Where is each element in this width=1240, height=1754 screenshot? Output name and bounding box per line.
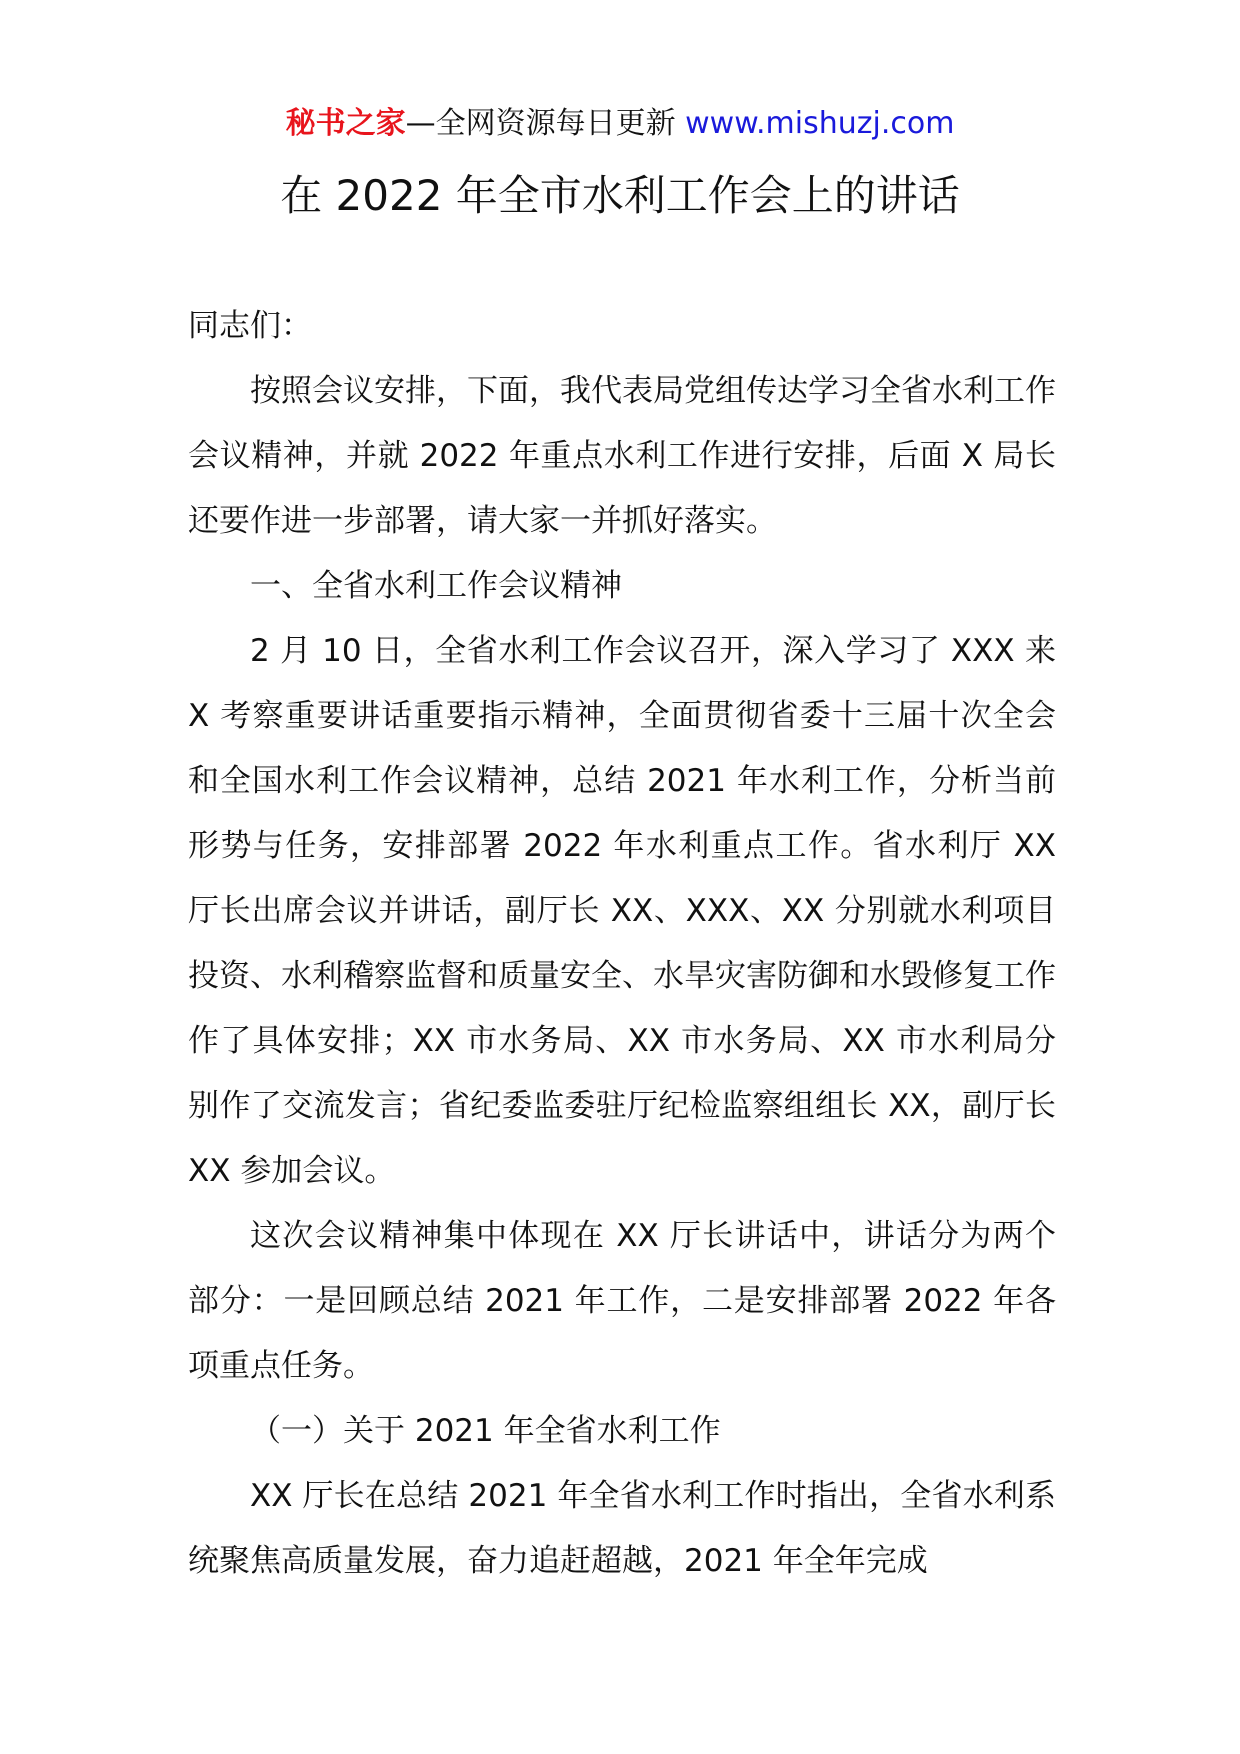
document-body <box>188 294 1056 1594</box>
salutation: 同志们： <box>188 308 312 344</box>
watermark-brand: 秘书之家 <box>285 106 406 141</box>
watermark-header <box>0 104 1240 144</box>
watermark-url[interactable]: www.mishuzj.com <box>685 106 955 141</box>
watermark-slogan: —全网资源每日更新 <box>405 106 676 141</box>
subsection-heading-1: （一）关于 2021 年全省水利工作 <box>250 1413 721 1449</box>
paragraph-meeting: 2 月 10 日，全省水利工作会议召开，深入学习了 XXX 来 X 考察重要讲话重要指示精神，全面贯彻省委十三届十次全会和全国水利工作会议精神，总结 2021 年水利工作，分析当前形势与任务，安排部署 2022 年水利重点工作。省水利厅 XX 厅长出席会议并讲话，副厅长 XX、XXX、XX 分别就水利项目投资、水利稽察监督和质量安全、水旱灾害防御和水毁修复工作作了具体安排；XX 市水务局、XX 市水务局、XX 市水利局分别作了交流发言；省纪委监委驻厅纪检监察组组长 XX，副厅长 XX 参加会议。 <box>188 633 1056 1189</box>
section-heading-1: 一、全省水利工作会议精神 <box>250 568 622 604</box>
paragraph-speech-summary: 这次会议精神集中体现在 XX 厅长讲话中，讲话分为两个部分：一是回顾总结 2021 年工作，二是安排部署 2022 年各项重点任务。 <box>188 1218 1056 1384</box>
paragraph-intro: 按照会议安排，下面，我代表局党组传达学习全省水利工作会议精神，并就 2022 年重点水利工作进行安排，后面 X 局长还要作进一步部署，请大家一并抓好落实。 <box>188 373 1056 539</box>
paragraph-review: XX 厅长在总结 2021 年全省水利工作时指出，全省水利系统聚焦高质量发展，奋力追赶超越，2021 年全年完成 <box>188 1478 1056 1579</box>
document-title: 在 2022 年全市水利工作会上的讲话 <box>280 171 960 220</box>
